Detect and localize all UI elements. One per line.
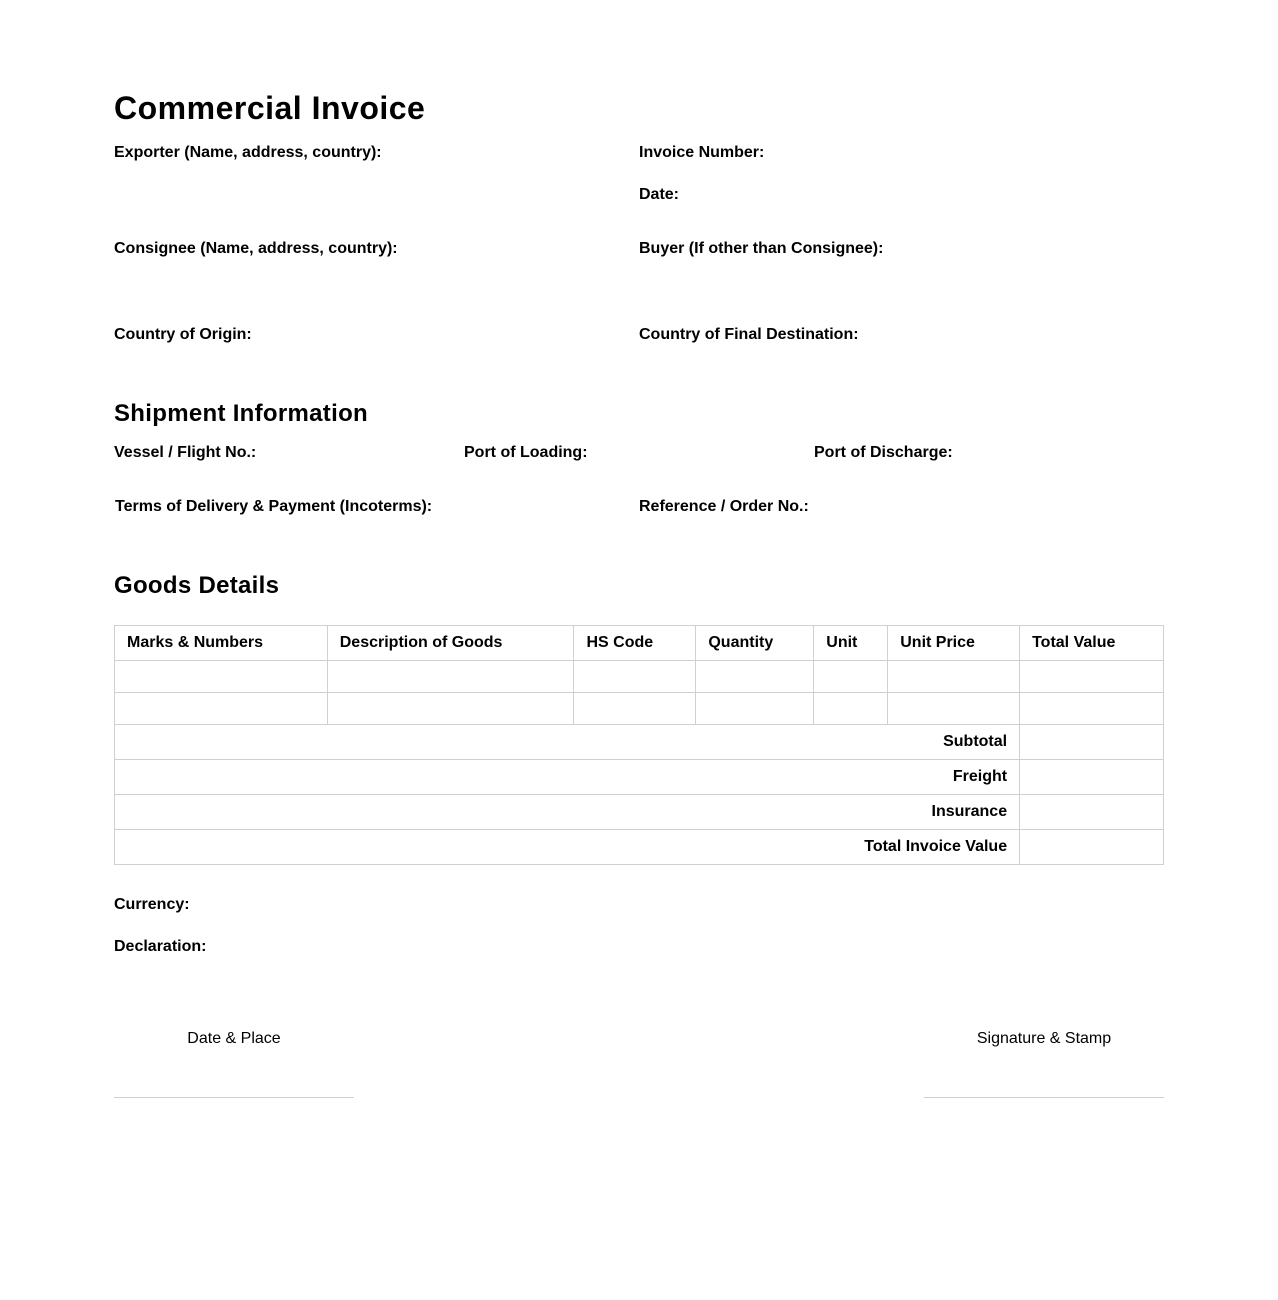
subtotal-row: [115, 725, 1164, 760]
table-row: [115, 661, 1164, 693]
signature-line: [924, 1097, 1164, 1098]
freight-label: Freight: [115, 760, 1020, 795]
col-marks: Marks & Numbers: [115, 626, 328, 661]
buyer-label: Buyer (If other than Consignee):: [639, 240, 884, 257]
cell[interactable]: [814, 693, 888, 725]
table-row: [115, 693, 1164, 725]
country-of-origin-label: Country of Origin:: [114, 326, 252, 343]
currency-label: Currency:: [114, 896, 190, 913]
date-place-label: Date & Place: [187, 1030, 281, 1047]
col-unit-price: Unit Price: [888, 626, 1020, 661]
insurance-row: [115, 795, 1164, 830]
shipment-heading: Shipment Information: [114, 400, 368, 427]
date-place-line: [114, 1097, 354, 1098]
country-of-destination-label: Country of Final Destination:: [639, 326, 859, 343]
goods-table: [114, 625, 1164, 865]
port-of-loading-label: Port of Loading:: [464, 444, 588, 461]
consignee-label: Consignee (Name, address, country):: [114, 240, 398, 257]
cell[interactable]: [574, 661, 696, 693]
cell[interactable]: [327, 661, 574, 693]
total-invoice-value[interactable]: [1020, 830, 1164, 865]
cell[interactable]: [1020, 693, 1164, 725]
col-hs-code: HS Code: [574, 626, 696, 661]
cell[interactable]: [888, 693, 1020, 725]
cell[interactable]: [115, 693, 328, 725]
freight-row: [115, 760, 1164, 795]
cell[interactable]: [327, 693, 574, 725]
vessel-label: Vessel / Flight No.:: [114, 444, 257, 461]
col-quantity: Quantity: [696, 626, 814, 661]
col-description: Description of Goods: [327, 626, 574, 661]
col-unit: Unit: [814, 626, 888, 661]
col-total-value: Total Value: [1020, 626, 1164, 661]
cell[interactable]: [1020, 661, 1164, 693]
subtotal-label: Subtotal: [115, 725, 1020, 760]
goods-heading: Goods Details: [114, 572, 280, 599]
cell[interactable]: [696, 661, 814, 693]
insurance-value[interactable]: [1020, 795, 1164, 830]
port-of-discharge-label: Port of Discharge:: [814, 444, 953, 461]
table-header-row: [115, 626, 1164, 661]
signature-label: Signature & Stamp: [976, 1030, 1112, 1047]
total-invoice-label: Total Invoice Value: [115, 830, 1020, 865]
declaration-label: Declaration:: [114, 938, 207, 955]
invoice-number-label: Invoice Number:: [639, 144, 765, 161]
date-label: Date:: [639, 186, 680, 203]
terms-label: Terms of Delivery & Payment (Incoterms):: [115, 498, 433, 515]
cell[interactable]: [115, 661, 328, 693]
cell[interactable]: [814, 661, 888, 693]
cell[interactable]: [696, 693, 814, 725]
cell[interactable]: [574, 693, 696, 725]
subtotal-value[interactable]: [1020, 725, 1164, 760]
freight-value[interactable]: [1020, 760, 1164, 795]
exporter-label: Exporter (Name, address, country):: [114, 144, 382, 161]
insurance-label: Insurance: [115, 795, 1020, 830]
page-title: Commercial Invoice: [114, 90, 426, 126]
reference-label: Reference / Order No.:: [639, 498, 809, 515]
total-invoice-row: [115, 830, 1164, 865]
cell[interactable]: [888, 661, 1020, 693]
